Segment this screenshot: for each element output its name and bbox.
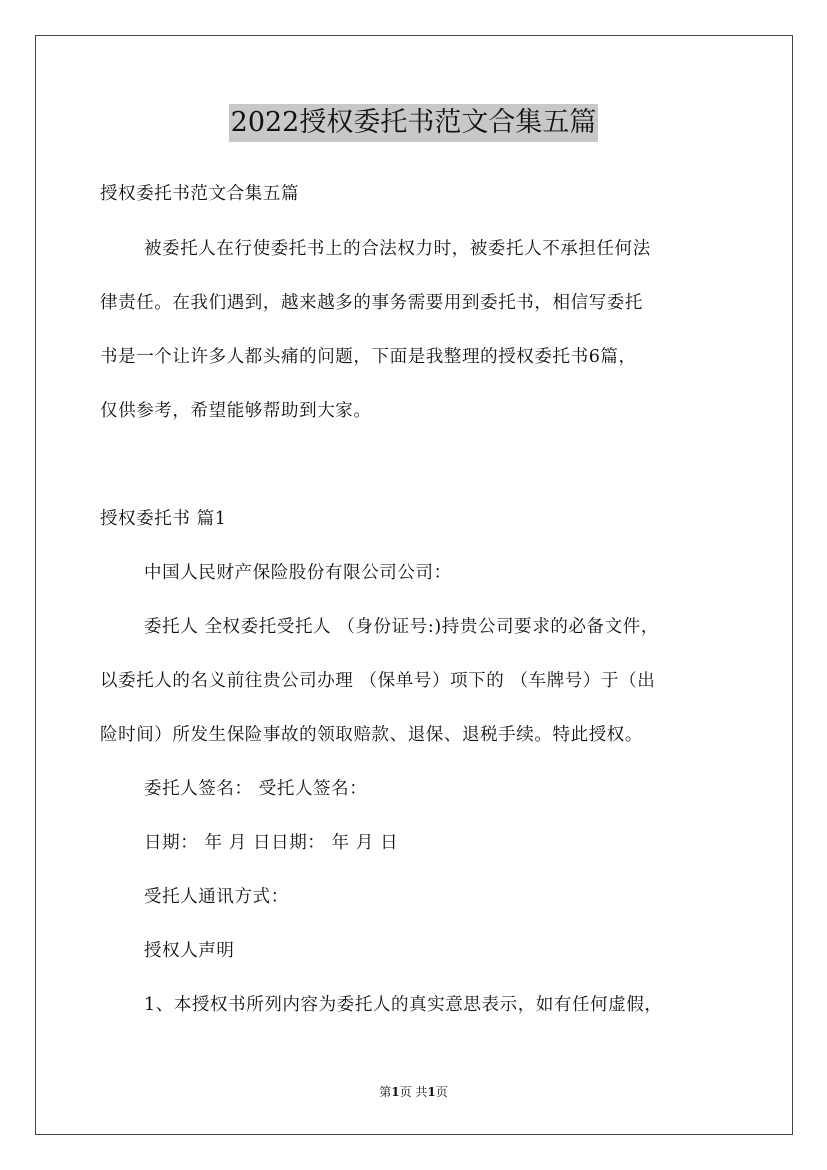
contact-line: 受托人通讯方式： xyxy=(144,887,289,907)
body-paragraph-line-3: 险时间）所发生保险事故的领取赔款、退保、退税手续。特此授权。 xyxy=(100,725,643,745)
footer-page-mid: 页 共 xyxy=(399,1085,428,1099)
footer-page-suffix: 页 xyxy=(435,1085,448,1099)
declaration-heading: 授权人声明 xyxy=(144,941,235,961)
footer-page-current: 1 xyxy=(391,1085,400,1099)
intro-line-1: 被委托人在行使委托书上的合法权力时，被委托人不承担任何法 xyxy=(144,239,651,259)
section-heading: 授权委托书 篇1 xyxy=(100,509,227,529)
footer-page-total: 1 xyxy=(427,1085,436,1099)
addressee-line: 中国人民财产保险股份有限公司公司： xyxy=(144,563,452,583)
title-container xyxy=(0,104,827,142)
dates-line: 日期： 年 月 日日期： 年 月 日 xyxy=(144,833,399,853)
intro-line-2: 律责任。在我们遇到，越来越多的事务需要用到委托书，相信写委托 xyxy=(100,293,643,313)
declaration-item-1: 1、本授权书所列内容为委托人的真实意思表示，如有任何虚假， xyxy=(144,995,663,1015)
signatures-line: 委托人签名： 受托人签名： xyxy=(144,779,368,799)
body-paragraph-line-1: 委托人 全权委托受托人 （身份证号:)持贵公司要求的必备文件， xyxy=(144,617,659,637)
subtitle: 授权委托书范文合集五篇 xyxy=(100,184,300,204)
page-footer xyxy=(0,1084,827,1100)
footer-page-prefix: 第 xyxy=(379,1085,392,1099)
document-title: 2022授权委托书范文合集五篇 xyxy=(229,104,599,142)
intro-line-4: 仅供参考，希望能够帮助到大家。 xyxy=(100,401,372,421)
intro-line-3: 书是一个让许多人都头痛的问题，下面是我整理的授权委托书6篇， xyxy=(100,347,637,367)
body-paragraph-line-2: 以委托人的名义前往贵公司办理 （保单号）项下的 （车牌号）于（出 xyxy=(100,671,656,691)
